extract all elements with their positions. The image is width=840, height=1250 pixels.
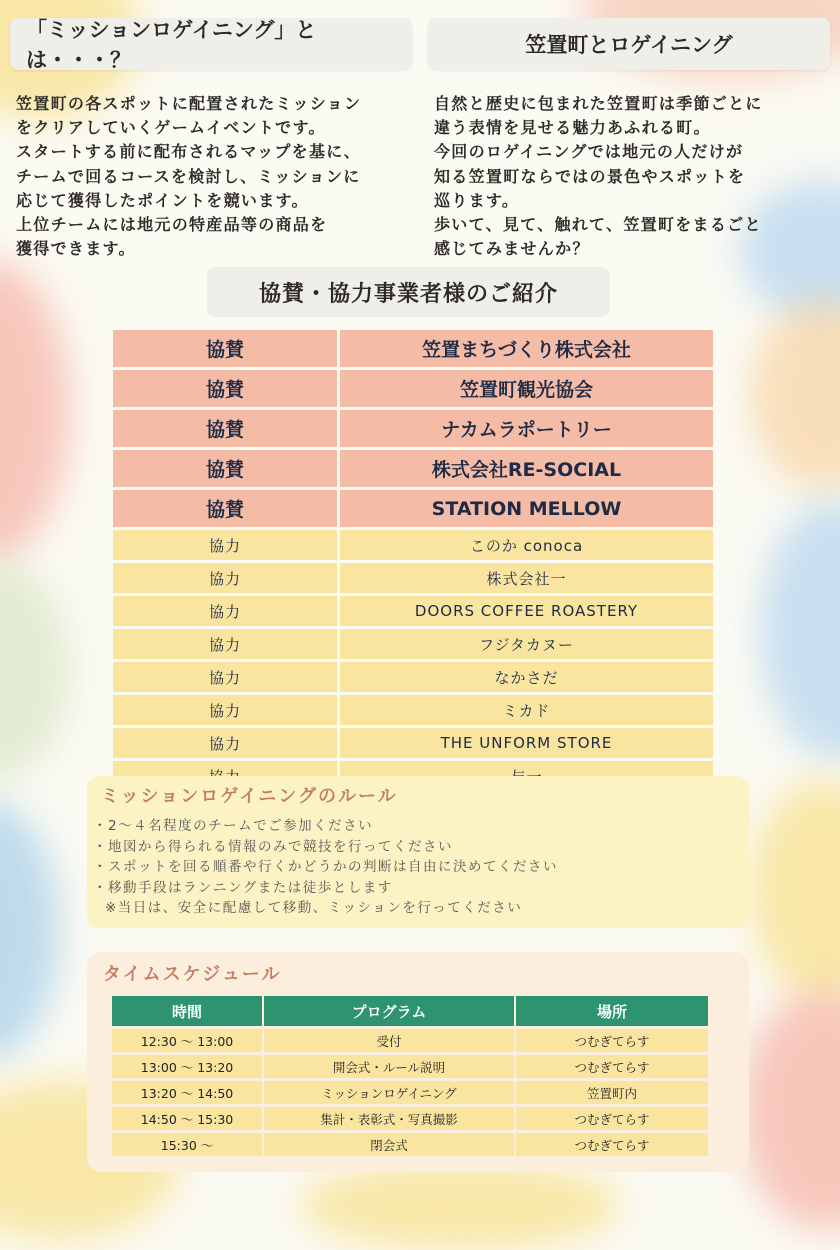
sponsor-row [113,370,713,407]
cooperator-row [113,530,713,560]
sponsor-type: 協賛 [113,490,340,527]
intro-right-line: 巡ります。 [434,190,520,210]
header-left-box [10,18,412,70]
sponsors-table [113,327,713,794]
schedule-header-program: プログラム [264,996,514,1026]
schedule-place: つむぎてらす [516,1029,708,1052]
intro-left-line: をクリアしていくゲームイベントです。 [16,118,326,138]
schedule-title: タイムスケジュール [103,964,282,985]
cooperator-name: DOORS COFFEE ROASTERY [340,596,713,626]
rule-item: ・2～４名程度のチームでご参加ください [93,818,374,834]
sponsor-row [113,450,713,487]
sponsor-type: 協賛 [113,330,340,367]
sponsor-name: ナカムラポートリー [340,410,713,447]
intro-right-line: 知る笠置町ならではの景色やスポットを [434,166,746,186]
cooperator-type: 協力 [113,530,340,560]
rule-note: ※当日は、安全に配慮して移動、ミッションを行ってください [105,900,523,916]
intro-left-line: 獲得できます。 [16,239,136,259]
cooperator-type: 協力 [113,629,340,659]
sponsor-name: 笠置町観光協会 [340,370,713,407]
cooperator-name: THE UNFORM STORE [340,728,713,758]
schedule-place: つむぎてらす [516,1133,708,1156]
schedule-program: 開会式・ルール説明 [264,1055,514,1078]
sponsors-title-text: 協賛・協力事業者様のご紹介 [258,281,558,307]
cooperator-row [113,563,713,593]
header-right-box [428,18,830,70]
schedule-place: つむぎてらす [516,1107,708,1130]
intro-left-paragraph [16,92,421,261]
intro-right-line: 自然と歴史に包まれた笠置町は季節ごとに [434,94,763,113]
intro-right-line: 違う表情を見せる魅力あふれる町。 [434,118,711,138]
schedule-time: 14:50 ～ 15:30 [112,1107,262,1130]
header-left-title: 「ミッションロゲイニング」とは・・・？ [26,18,317,72]
schedule-program: 閉会式 [264,1133,514,1156]
intro-left-line: 上位チームには地元の特産品等の商品を [16,215,328,235]
intro-left-line: チームで回るコースを検討し、ミッションに [16,166,361,186]
schedule-program: 集計・表彰式・写真撮影 [264,1107,514,1130]
sponsor-row [113,330,713,367]
cooperator-type: 協力 [113,695,340,725]
cooperator-type: 協力 [113,728,340,758]
intro-left-line: スタートする前に配布されるマップを基に、 [16,142,361,162]
cooperator-name: フジタカヌー [340,629,713,659]
sponsor-row [113,490,713,527]
sponsor-type: 協賛 [113,370,340,407]
schedule-row [112,1133,708,1156]
cooperator-row [113,629,713,659]
cooperator-name: ミカド [340,695,713,725]
cooperator-type: 協力 [113,563,340,593]
intro-right-line: 感じてみませんか？ [434,239,590,259]
sponsor-name: 笠置まちづくり株式会社 [340,330,713,367]
header-right-title: 笠置町とロゲイニング [525,33,733,57]
sponsors-section-title [207,267,610,317]
intro-right-line: 今回のロゲイニングでは地元の人だけが [434,142,744,162]
sponsor-name: STATION MELLOW [340,490,713,527]
schedule-table [110,993,710,1159]
schedule-place: つむぎてらす [516,1055,708,1078]
intro-left-line: 笠置町の各スポットに配置されたミッション [16,94,362,113]
schedule-header-time: 時間 [112,996,262,1026]
schedule-header-place: 場所 [516,996,708,1026]
schedule-time: 15:30 ～ [112,1133,262,1156]
schedule-row [112,1081,708,1104]
intro-right-line: 歩いて、見て、触れて、笠置町をまるごと [434,215,762,235]
rule-item: ・スポットを回る順番や行くかどうかの判断は自由に決めてください [93,859,558,875]
schedule-time: 13:00 ～ 13:20 [112,1055,262,1078]
rules-panel [87,776,749,928]
sponsor-type: 協賛 [113,410,340,447]
rule-item: ・移動手段はランニングまたは徒歩とします [93,879,393,896]
rules-title: ミッションロゲイニングのルール [101,786,398,807]
sponsor-type: 協賛 [113,450,340,487]
cooperator-name: 株式会社一 [340,563,713,593]
rules-list [93,816,558,919]
intro-left-line: 応じて獲得したポイントを競います。 [16,190,309,210]
sponsor-name: 株式会社RE-SOCIAL [340,450,713,487]
schedule-header-row [112,996,708,1026]
sponsor-row [113,410,713,447]
cooperator-row [113,695,713,725]
cooperator-row [113,728,713,758]
cooperator-row [113,662,713,692]
cooperator-type: 協力 [113,662,340,692]
schedule-time: 13:20 ～ 14:50 [112,1081,262,1104]
cooperator-name: このか conoca [340,530,713,560]
cooperator-type: 協力 [113,596,340,626]
schedule-row [112,1055,708,1078]
cooperator-row [113,596,713,626]
schedule-time: 12:30 ～ 13:00 [112,1029,262,1052]
schedule-program: 受付 [264,1029,514,1052]
schedule-row [112,1107,708,1130]
schedule-panel [87,952,749,1172]
schedule-place: 笠置町内 [516,1081,708,1104]
schedule-program: ミッションロゲイニング [264,1081,514,1104]
rule-item: ・地図から得られる情報のみで競技を行ってください [93,838,453,855]
schedule-row [112,1029,708,1052]
cooperator-name: なかさだ [340,662,713,692]
intro-right-paragraph [434,92,834,261]
